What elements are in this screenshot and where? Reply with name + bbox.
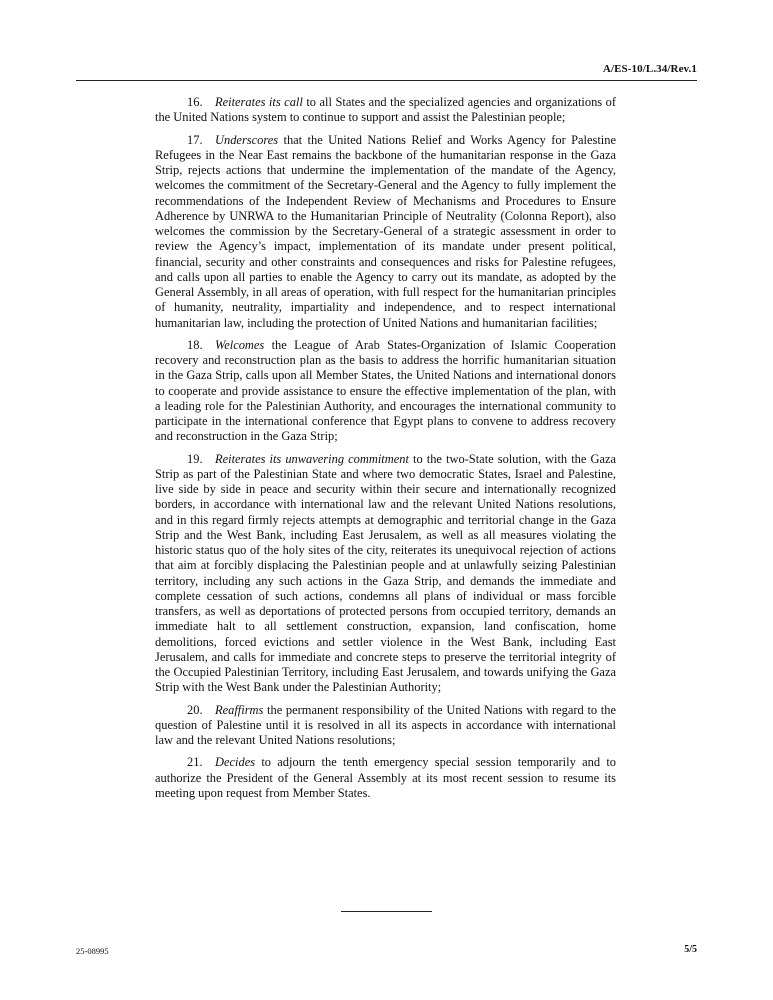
paragraph-number: 19. [187, 451, 203, 466]
operative-paragraph-16 [155, 95, 616, 126]
operative-paragraph-20 [155, 703, 616, 749]
operative-paragraph-17 [155, 133, 616, 331]
paragraph-keyword: Welcomes [215, 337, 265, 352]
paragraph-number: 16. [187, 95, 203, 109]
paragraph-text: that the United Nations Relief and Works Agency for Palestine Refugees in the Near East remains the backbone of the humanitarian response in the Gaza Strip, rejects actions that undermine the implementation of the mandate of the Agency, welcomes the commitment of the Secretary-General and the Agency to fully implement the recommendations of the Independent Review of Mechanisms and Procedures to Ensure Adherence by UNRWA to the Humanitarian Principle of Neutrality (Colonna Report), also welcomes the commission by the Secretary-General of a strategic assessment in order to review the Agency’s impact, implementation of its mandate under present political, financial, security and other constraints and consequences and risks for Palestine refugees, and calls upon all parties to enable the Agency to carry out its mandate, as adopted by the General Assembly, in all areas of operation, with full respect for the humanitarian principles of humanity, neutrality, impartiality and independence, and to respect international humanitarian law, including the protection of United Nations and humanitarian facilities; [155, 132, 616, 330]
paragraph-keyword: Reaffirms [215, 702, 264, 717]
paragraph-number: 17. [187, 132, 203, 147]
resolution-body [155, 95, 616, 808]
paragraph-keyword: Decides [215, 755, 256, 770]
paragraph-text: to all States and the specialized agencies and organizations of the United Nations system to continue to support and assist the Palestinian people; [155, 95, 617, 125]
operative-paragraph-19 [155, 452, 616, 696]
header-divider [76, 80, 697, 81]
paragraph-keyword: Underscores [215, 132, 279, 147]
paragraph-number: 21. [187, 755, 203, 770]
job-number: 25-08995 [76, 946, 109, 956]
end-of-document-rule [341, 911, 432, 912]
document-symbol: A/ES-10/L.34/Rev.1 [602, 63, 697, 75]
paragraph-keyword: Reiterates its call [215, 95, 303, 109]
paragraph-number: 20. [187, 702, 203, 717]
paragraph-keyword: Reiterates its unwavering commitment [215, 451, 409, 466]
operative-paragraph-18 [155, 338, 616, 445]
paragraph-number: 18. [187, 337, 203, 352]
page-number: 5/5 [684, 944, 697, 955]
paragraph-text: the League of Arab States-Organization of Islamic Cooperation recovery and reconstruction plan as the basis to address the horrific humanitarian situation in the Gaza Strip, calls upon all Member States, the United Nations and international donors to cooperate and provide assistance to ensure the effective implementation of the plan, with a leading role for the Palestinian Authority, and encourages the international community to participate in the international conference that Egypt plans to convene to address recovery and reconstruction in the Gaza Strip; [155, 337, 616, 444]
paragraph-text: to the two-State solution, with the Gaza Strip as part of the Palestinian State and where two democratic States, Israel and Palestine, live side by side in peace and security within their secure and internationally recognized borders, in accordance with international law and the relevant United Nations resolutions, and in this regard firmly rejects attempts at demographic and territorial change in the Gaza Strip and the West Bank, including East Jerusalem, as well as all measures violating the historic status quo of the holy sites of the city, reiterates its unequivocal rejection of actions that aim at forcibly displacing the Palestinian people and at unlawfully seizing Palestinian territory, including any such actions in the Gaza Strip, and demands the immediate and complete cessation of such actions, condemns all plans of individual or mass forcible transfers, as well as deportations of protected persons from occupied territory, demands an immediate halt to all settlement construction, expansion, land confiscation, home demolitions, forced evictions and settler violence in the West Bank, including East Jerusalem, and calls for immediate and concrete steps to preserve the territorial integrity of the Occupied Palestinian Territory, including East Jerusalem, and towards unifying the Gaza Strip with the West Bank under the Palestinian Authority; [155, 451, 617, 695]
paragraph-text: the permanent responsibility of the United Nations with regard to the question of Palestine until it is resolved in all its aspects in accordance with international law and the relevant United Nations resolutions; [155, 702, 616, 747]
paragraph-text: to adjourn the tenth emergency special session temporarily and to authorize the President of the General Assembly at its most recent session to resume its meeting upon request from Member States. [155, 755, 616, 800]
operative-paragraph-21 [155, 755, 616, 801]
